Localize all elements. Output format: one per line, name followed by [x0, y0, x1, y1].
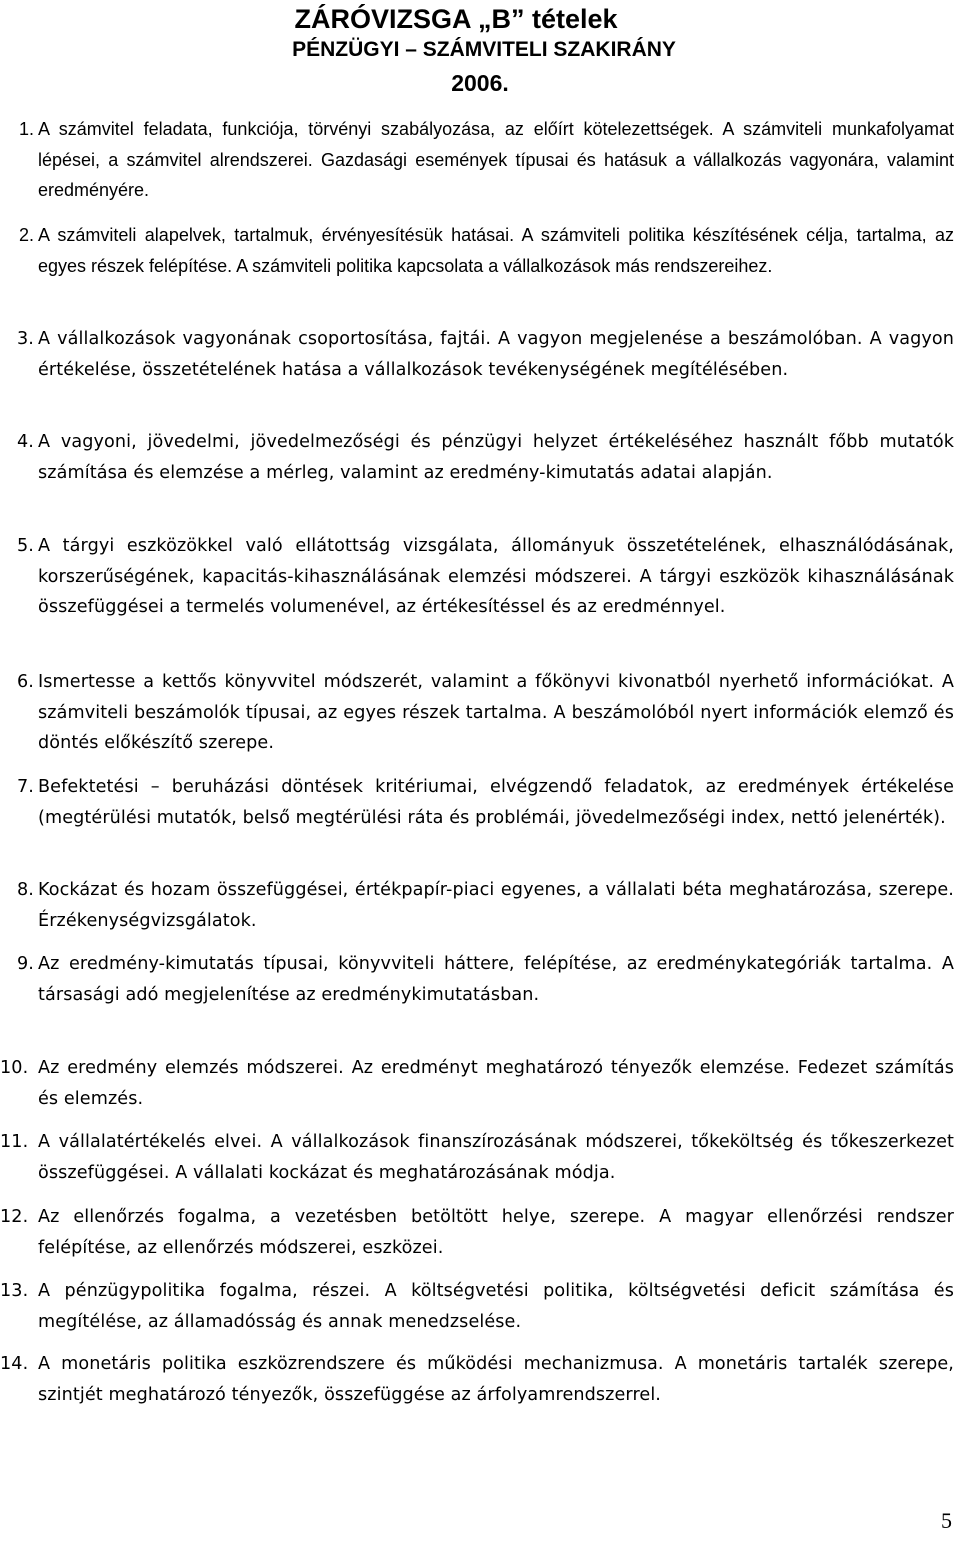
- document-title: ZÁRÓVIZSGA „B” tételek: [294, 4, 618, 34]
- item-text: A számvitel feladata, funkciója, törvényi szabályozása, az előírt kötelezettségek. A számviteli munkafolyamat lépései, a számvitel alrendszerei. Gazdasági események típusai és hatásuk a vállalkozás vagyonára, valamint eredményére.: [38, 119, 954, 200]
- item-number: 1.: [18, 119, 34, 139]
- item-text: A vagyoni, jövedelmi, jövedelmezőségi és pénzügyi helyzet értékeléséhez használt főbb mutatók számítása és elemzése a mérleg, valamint az eredmény-kimutatás adatai alapján.: [38, 432, 954, 483]
- item-number: 13.: [0, 1281, 29, 1301]
- item-number: 4.: [17, 432, 34, 452]
- item-number: 10.: [0, 1058, 29, 1078]
- item-text: A vállalkozások vagyonának csoportosítása, fajtái. A vagyon megjelenése a beszámolóban. A vagyon értékelése, összetételének hatása a vállalkozások tevékenységének megítélésében.: [38, 329, 954, 380]
- item-number: 3.: [17, 329, 34, 349]
- item-text: A monetáris politika eszközrendszere és működési mechanizmusa. A monetáris tartalék szerepe, szintjét meghatározó tényezők, összefüggése az árfolyamrendszerrel.: [38, 1354, 954, 1405]
- item-text: A pénzügypolitika fogalma, részei. A költségvetési politika, költségvetési deficit számítása és megítélése, az államadósság és annak menedzselése.: [38, 1281, 954, 1332]
- item-text: Kockázat és hozam összefüggései, értékpapír-piaci egyenes, a vállalati béta meghatározása, szerepe. Érzékenységvizsgálatok.: [38, 880, 954, 931]
- item-number: 6.: [17, 672, 34, 692]
- item-number: 7.: [17, 777, 34, 797]
- item-text: Az ellenőrzés fogalma, a vezetésben betöltött helye, szerepe. A magyar ellenőrzési rendszer felépítése, az ellenőrzés módszerei, eszközei.: [38, 1207, 954, 1258]
- item-text: Az eredmény elemzés módszerei. Az eredményt meghatározó tényezők elemzése. Fedezet számítás és elemzés.: [38, 1058, 954, 1109]
- item-text: A vállalatértékelés elvei. A vállalkozások finanszírozásának módszerei, tőkeköltség és tőkeszerkezet összefüggései. A vállalati kockázat és meghatározásának módja.: [38, 1132, 954, 1183]
- page-number: 5: [941, 1508, 952, 1533]
- item-number: 5.: [17, 536, 34, 556]
- document-subtitle: PÉNZÜGYI – SZÁMVITELI SZAKIRÁNY: [292, 38, 676, 61]
- item-number: 11.: [0, 1132, 29, 1152]
- item-text: A tárgyi eszközökkel való ellátottság vizsgálata, állományuk összetételének, elhasználódásának, korszerűségének, kapacitás-kihasználásának elemzési módszerei. A tárgyi eszközök kihasználásának összefüggései a termelés volumenével, az értékesítéssel és az eredménnyel.: [38, 536, 954, 618]
- item-text: A számviteli alapelvek, tartalmuk, érvényesítésük hatásai. A számviteli politika készítésének célja, tartalma, az egyes részek felépítése. A számviteli politika kapcsolata a vállalkozások más rendszereihez.: [38, 225, 954, 276]
- document-year: 2006.: [451, 70, 509, 96]
- item-number: 14.: [0, 1354, 29, 1374]
- item-number: 9.: [17, 954, 34, 974]
- item-text: Az eredmény-kimutatás típusai, könyvviteli háttere, felépítése, az eredménykategóriák tartalma. A társasági adó megjelenítése az eredménykimutatásban.: [38, 954, 954, 1005]
- item-number: 12.: [0, 1207, 29, 1227]
- item-number: 2.: [18, 225, 34, 245]
- item-text: Befektetési – beruházási döntések kritériumai, elvégzendő feladatok, az eredmények értékelése (megtérülési mutatók, belső megtérülési ráta és problémái, jövedelmezőségi index, nettó jelenérték).: [38, 777, 954, 828]
- item-number: 8.: [17, 880, 34, 900]
- item-text: Ismertesse a kettős könyvvitel módszerét, valamint a főkönyvi kivonatból nyerhető információkat. A számviteli beszámolók típusai, az egyes részek tartalma. A beszámolóból nyert információk elemző és döntés előkészítő szerepe.: [38, 672, 954, 754]
